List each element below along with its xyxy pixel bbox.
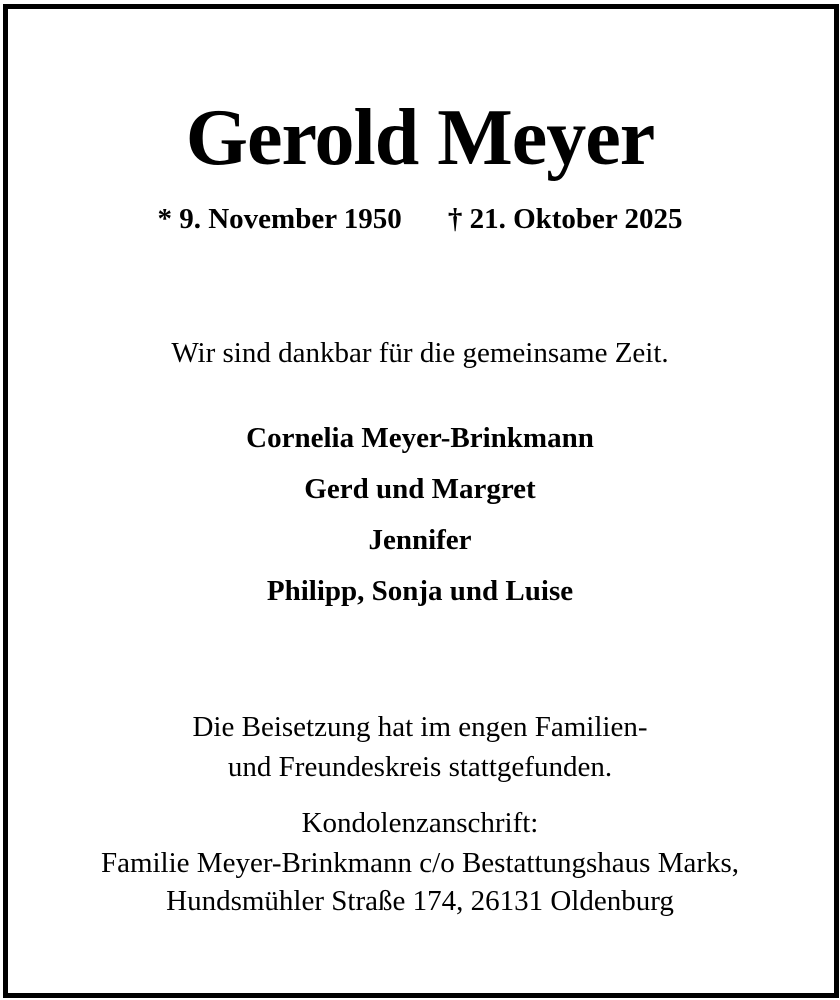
mourner-line: Jennifer (368, 524, 472, 556)
condolence-address-line: Hundsmühler Straße 174, 26131 Oldenburg (166, 885, 674, 917)
mourner-line: Gerd und Margret (304, 473, 536, 505)
deceased-name: Gerold Meyer (185, 94, 655, 182)
condolence-address-line: Familie Meyer-Brinkmann c/o Bestattungshaus Marks, (100, 847, 740, 879)
condolence-heading: Kondolenzanschrift: (301, 807, 539, 839)
birth-date: * 9. November 1950 (157, 203, 402, 235)
life-dates (0, 202, 840, 236)
mourner-line: Philipp, Sonja und Luise (266, 575, 574, 607)
motto: Wir sind dankbar für die gemeinsame Zeit. (171, 337, 669, 369)
mourner-line: Cornelia Meyer-Brinkmann (246, 422, 594, 454)
death-date: † 21. Oktober 2025 (447, 203, 683, 235)
funeral-note-line: Die Beisetzung hat im engen Familien- (192, 711, 648, 743)
funeral-note-line: und Freundeskreis stattgefunden. (227, 751, 613, 783)
